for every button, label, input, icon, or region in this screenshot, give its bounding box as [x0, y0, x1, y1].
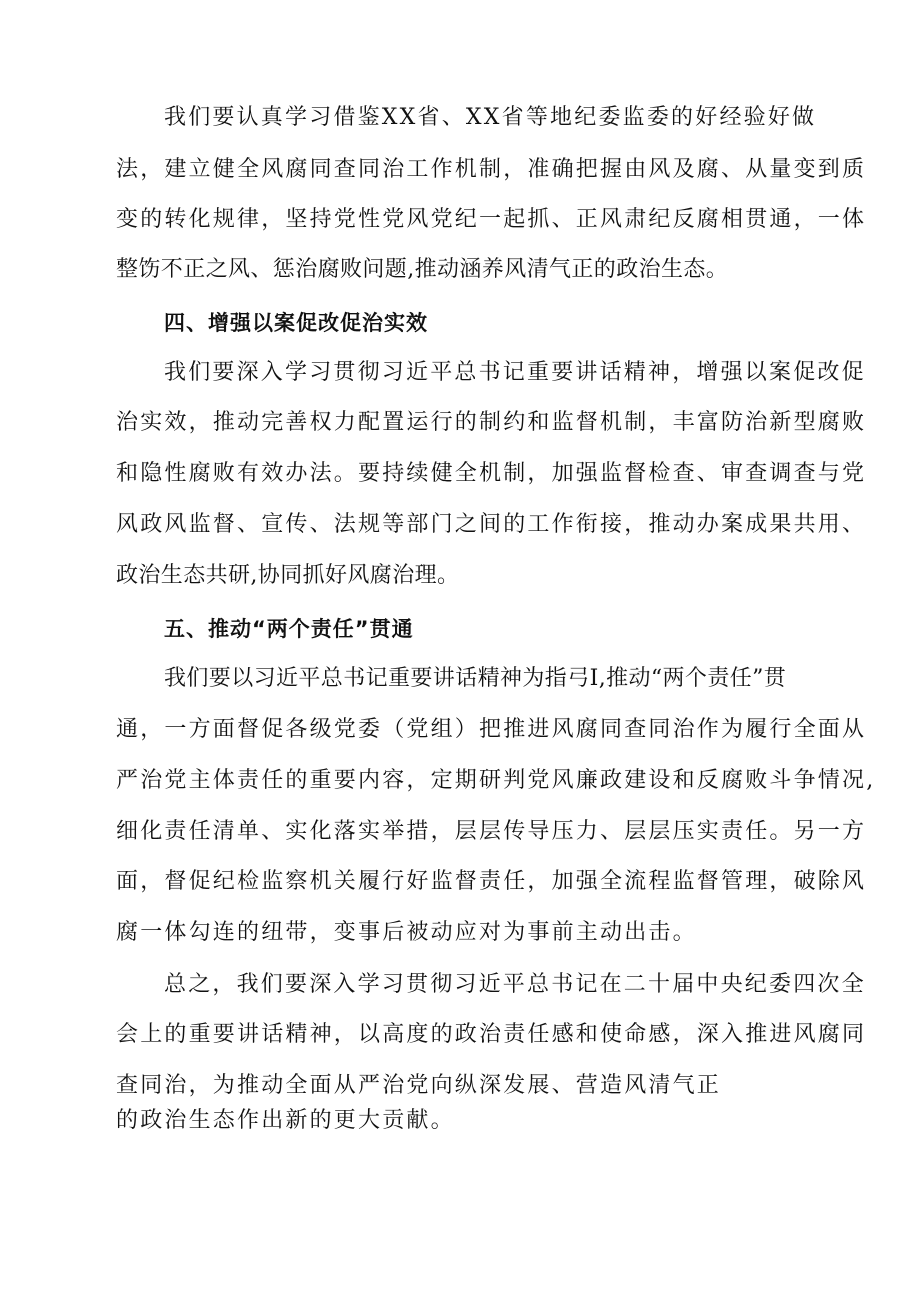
paragraph-line: 治实效，推动完善权力配置运行的制约和监督机制，丰富防治新型腐败: [116, 410, 867, 435]
paragraph-line: 会上的重要讲话精神，以高度的政治责任感和使命感，深入推进风腐同: [116, 1022, 867, 1047]
paragraph-line: 细化责任清单、实化落实举措，层层传导压力、层层压实责任。另一方: [116, 819, 867, 844]
paragraph-line: 的政治生态作出新的更大贡献。: [116, 1108, 455, 1133]
paragraph-line: 和隐性腐败有效办法。要持续健全机制，加强监督检查、审查调查与党: [116, 461, 867, 486]
paragraph-line: 我们要以习近平总书记重要讲话精神为指弓I,推动“两个责任”贯: [164, 666, 787, 691]
paragraph-line: 查同治，为推动全面从严治党向纵深发展、营造风清气正: [116, 1073, 722, 1098]
paragraph-line: 政治生态共研,协同抓好风腐治理。: [116, 563, 460, 588]
paragraph-line: 通，一方面督促各级党委（党组）把推进风腐同查同治作为履行全面从: [116, 717, 867, 742]
section-heading-5: 五、推动“两个责任”贯通: [164, 617, 414, 641]
paragraph-line: 我们要深入学习贯彻习近平总书记重要讲话精神，增强以案促改促: [164, 360, 866, 385]
paragraph-line: 法，建立健全风腐同查同治工作机制，准确把握由风及腐、从量变到质: [116, 157, 867, 182]
paragraph-line: 严治党主体责任的重要内容，定期研判党风廉政建设和反腐败斗争情况,: [116, 768, 876, 793]
paragraph-line: 整饬不正之风、惩治腐败问题,推动涵养风清气正的政治生态。: [116, 257, 729, 282]
paragraph-line: 总之，我们要深入学习贯彻习近平总书记在二十届中央纪委四次全: [164, 972, 866, 997]
paragraph-line: 变的转化规律，坚持党性党风党纪一起抓、正风肃纪反腐相贯通，一体: [116, 207, 867, 232]
paragraph-line: 风政风监督、宣传、法规等部门之间的工作衔接，推动办案成果共用、: [116, 512, 867, 537]
section-heading-4: 四、增强以案促改促治实效: [164, 311, 428, 335]
paragraph-line: 面，督促纪检监察机关履行好监督责任，加强全流程监督管理，破除风: [116, 869, 867, 894]
paragraph-line: 我们要认真学习借鉴XX省、XX省等地纪委监委的好经验好做: [164, 105, 817, 130]
paragraph-line: 腐一体勾连的纽带，变事后被动应对为事前主动出击。: [116, 920, 697, 945]
